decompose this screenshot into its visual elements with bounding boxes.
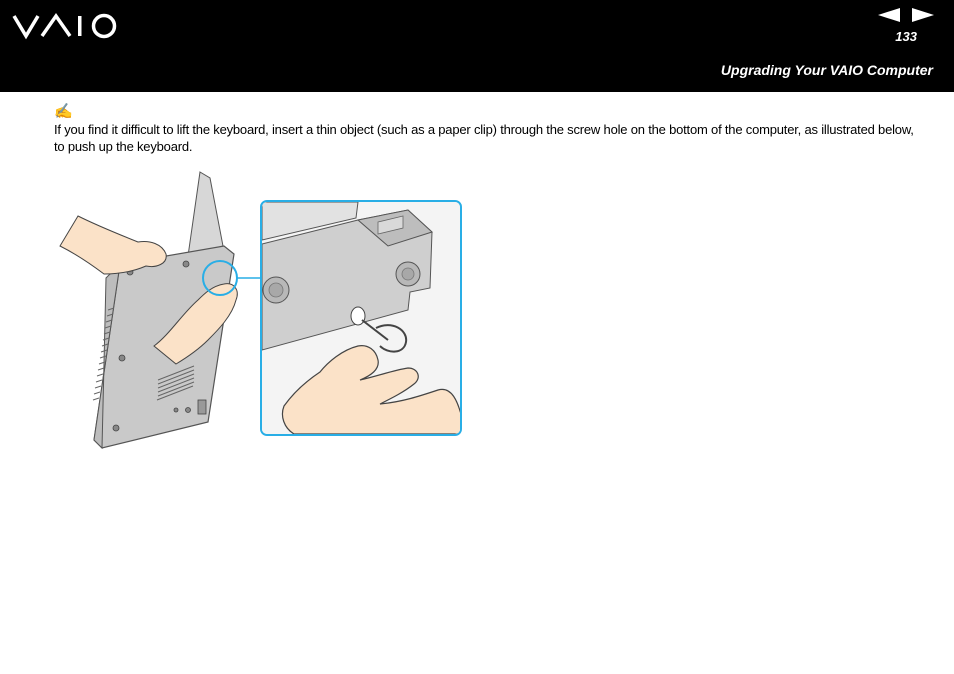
vaio-logo <box>12 12 122 40</box>
pencil-note-icon: ✍ <box>54 103 73 120</box>
page-header <box>0 0 954 92</box>
zoom-detail-box <box>261 201 462 435</box>
page-number: 133 <box>895 29 917 44</box>
next-page-arrow-icon[interactable] <box>912 8 934 22</box>
previous-page-arrow-icon[interactable] <box>878 8 900 22</box>
note-text: If you find it difficult to lift the keyboard, insert a thin object (such as a paper clip) through the screw hole on the bottom of the computer, as illustrated below, to push up the keyboard. <box>54 122 914 154</box>
upper-hand <box>60 216 166 274</box>
section-title: Upgrading Your VAIO Computer <box>720 62 933 78</box>
keyboard-removal-illustration <box>58 170 466 452</box>
